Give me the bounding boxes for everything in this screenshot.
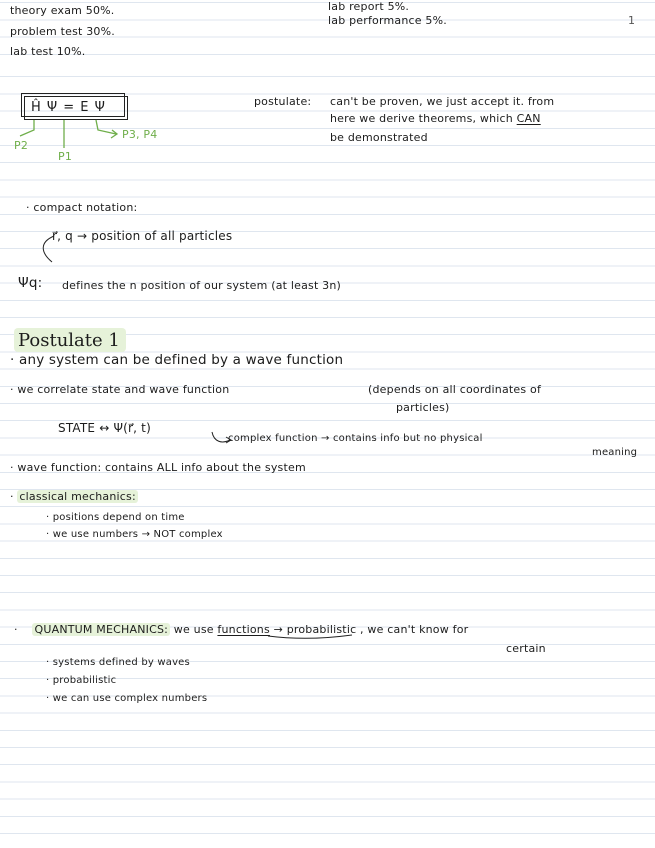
quantum-certain: certain [506,642,546,655]
postulate-1-bullet-system: · any system can be defined by a wave function [10,352,344,368]
postulate-1-bullet-correlate: · we correlate state and wave function [10,383,230,396]
grade-lab-performance: lab performance 5%. [328,14,447,27]
functions-emphasis: functions [217,623,270,636]
complex-function-note-meaning: meaning [592,447,638,458]
postulate-definition-line-1: can't be proven, we just accept it. from [330,95,555,108]
psi-q-label: Ψq: [18,275,43,291]
quantum-item-probabilistic: · probabilistic [46,675,117,686]
classical-item-positions: · positions depend on time [46,512,185,523]
coordinates-note-line-2: particles) [396,401,450,414]
quantum-mechanics-line: · QUANTUM MECHANICS: we use functions → probabilistic , we can't know for [14,623,469,636]
classical-mechanics-label: classical mechanics: [19,490,136,503]
compact-notation-heading: · compact notation: [26,201,138,214]
compact-notation-defines: defines the n position of our system (at least 3n) [62,279,342,292]
state-wavefunction-relation: STATE ↔ Ψ(r⃗, t) [58,421,151,435]
grade-problem-test: problem test 30%. [10,25,115,38]
page-number: 1 [628,14,635,27]
classical-item-numbers: · we use numbers → NOT complex [46,529,223,540]
label-p1: P1 [58,150,73,163]
label-p2: P2 [14,139,29,152]
grade-lab-report: lab report 5%. [328,0,410,13]
can-emphasis: CAN [516,112,541,125]
postulate-1-bullet-all-info: · wave function: contains ALL info about the system [10,461,306,474]
complex-function-note: complex function → contains info but no physical [228,433,483,444]
quantum-mechanics-label: QUANTUM MECHANICS: [34,623,169,636]
coordinates-note-line-1: (depends on all coordinates of [368,383,542,396]
quantum-item-complex-numbers: · we can use complex numbers [46,693,208,704]
postulate-definition-line-3: be demonstrated [330,131,428,144]
postulate-definition-line-2: here we derive theorems, which CAN [330,112,541,125]
compact-notation-position: r⃗, q → position of all particles [52,229,233,243]
grade-theory-exam: theory exam 50%. [10,4,115,17]
quantum-item-waves: · systems defined by waves [46,657,190,668]
grade-lab-test: lab test 10%. [10,45,86,58]
postulate-definition-heading: postulate: [254,95,312,108]
label-p3-p4: P3, P4 [122,128,158,141]
schrodinger-equation-box: Ĥ Ψ = E Ψ [24,96,128,120]
postulate-1-title: Postulate 1 [14,328,126,352]
classical-mechanics-heading: · classical mechanics: [10,490,136,503]
